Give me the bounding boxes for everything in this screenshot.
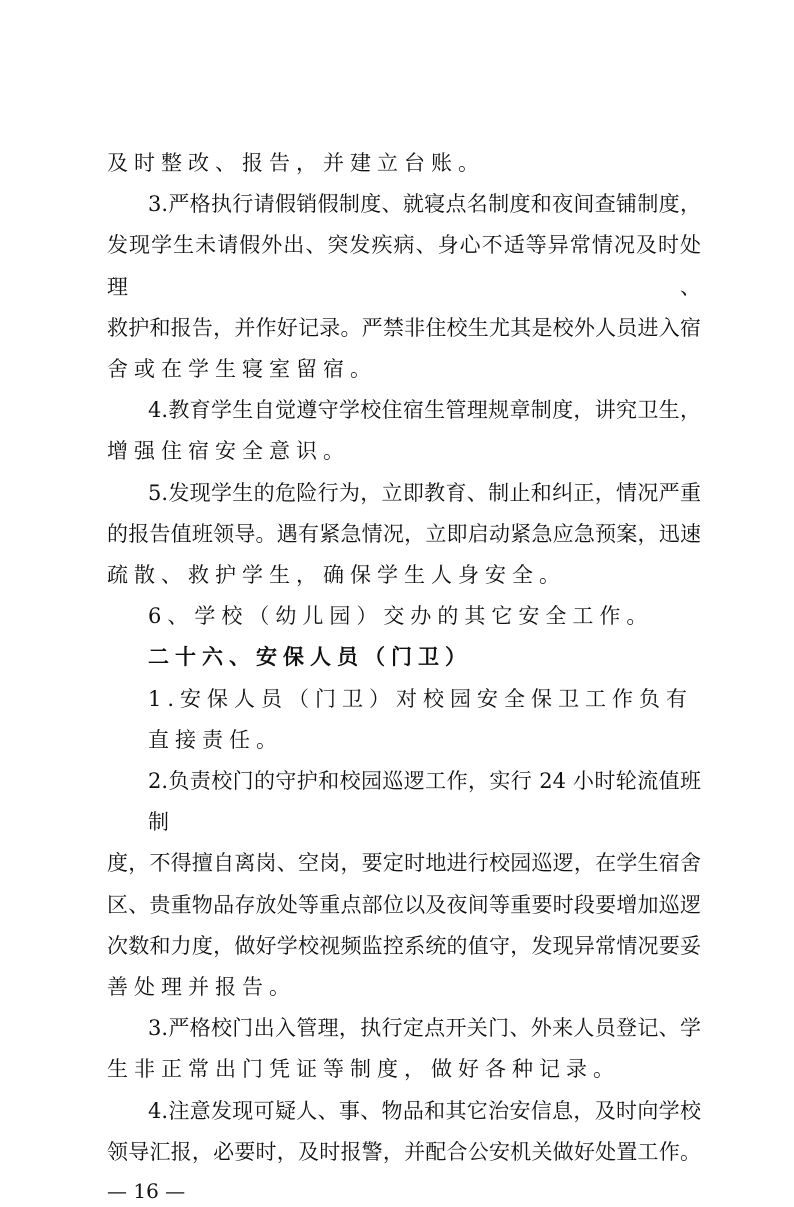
text-line: [107, 431, 701, 472]
text-line: [107, 184, 701, 225]
text-line-content: 善处理并报告。: [107, 975, 296, 1000]
text-line: [107, 473, 701, 514]
text-line-content: 6、学校（幼儿园）交办的其它安全工作。: [148, 604, 654, 629]
text-line: [107, 1049, 701, 1090]
text-line-content: 次数和力度，做好学校视频监控系统的值守，发现异常情况要妥: [107, 933, 701, 958]
text-line-content: 5.发现学生的危险行为，立即教育、制止和纠正，情况严重: [148, 480, 701, 505]
text-line-content: 疏散、救护学生，确保学生人身安全。: [107, 563, 566, 588]
text-line: [107, 1091, 701, 1132]
text-line: [107, 1008, 701, 1049]
section-heading: [107, 637, 701, 678]
text-line-content: 二十六、安保人员（门卫）: [148, 645, 472, 670]
text-line: [107, 514, 701, 555]
text-line-content: 发现学生未请假外出、突发疾病、身心不适等异常情况及时处理、: [107, 233, 701, 299]
text-line-content: 4.教育学生自觉遵守学校住宿生管理规章制度，讲究卫生，: [148, 398, 701, 423]
text-line-content: 度，不得擅自离岗、空岗，要定时地进行校园巡逻，在学生宿舍: [107, 851, 701, 876]
text-line: [107, 390, 701, 431]
text-line-content: 生非正常出门凭证等制度，做好各种记录。: [107, 1057, 620, 1082]
text-line: [107, 143, 701, 184]
text-line-content: 4.注意发现可疑人、事、物品和其它治安信息，及时向学校: [148, 1098, 701, 1123]
text-line: [107, 349, 701, 390]
text-line-content: 区、贵重物品存放处等重点部位以及夜间等重要时段要增加巡逻: [107, 892, 701, 917]
text-line: [107, 679, 701, 761]
text-line-content: 1.安保人员（门卫）对校园安全保卫工作负有直接责任。: [148, 686, 694, 752]
text-line-content: 3.严格执行请假销假制度、就寝点名制度和夜间查铺制度，: [148, 192, 701, 217]
text-line: [107, 843, 701, 884]
text-line: [107, 761, 701, 843]
text-line-content: 及时整改、报告，并建立台账。: [107, 151, 485, 175]
text-line-content: 的报告值班领导。遇有紧急情况，立即启动紧急应急预案，迅速: [107, 521, 701, 546]
text-line: [107, 967, 701, 1008]
text-line-content: 增强住宿安全意识。: [107, 439, 350, 464]
page-number: — 16 —: [107, 1179, 186, 1204]
text-line-content: 救护和报告，并作好记录。严禁非住校生尤其是校外人员进入宿: [107, 315, 701, 340]
document-body: [107, 143, 701, 1173]
text-line: [107, 596, 701, 637]
text-line: [107, 885, 701, 926]
text-line-content: 舍或在学生寝室留宿。: [107, 357, 377, 382]
text-line-content: 领导汇报，必要时，及时报警，并配合公安机关做好处置工作。: [107, 1139, 701, 1164]
text-line: [107, 1132, 701, 1173]
text-line: [107, 926, 701, 967]
text-line: [107, 225, 701, 307]
text-line: [107, 555, 701, 596]
text-line-content: 2.负责校门的守护和校园巡逻工作，实行 24 小时轮流值班制: [148, 769, 701, 835]
text-line: [107, 308, 701, 349]
text-line-content: 3.严格校门出入管理，执行定点开关门、外来人员登记、学: [148, 1016, 701, 1041]
